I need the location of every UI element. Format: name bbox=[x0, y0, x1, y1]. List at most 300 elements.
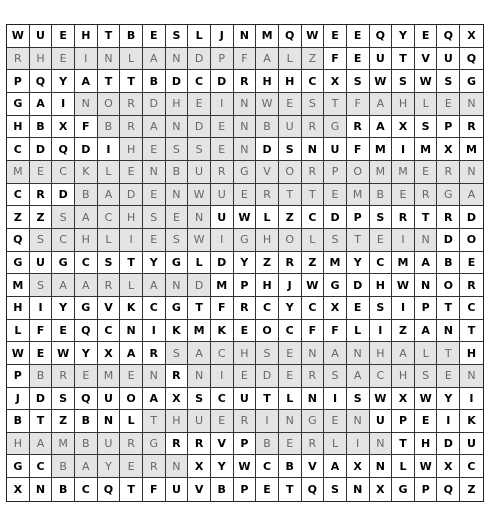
letter-cell[interactable]: N bbox=[143, 365, 166, 388]
letter-cell[interactable]: R bbox=[460, 116, 483, 139]
letter-cell[interactable]: N bbox=[347, 342, 370, 365]
letter-cell[interactable]: I bbox=[370, 320, 393, 343]
letter-cell[interactable]: H bbox=[166, 93, 189, 116]
letter-cell[interactable]: G bbox=[52, 252, 75, 275]
letter-cell[interactable]: Y bbox=[75, 342, 98, 365]
letter-cell[interactable]: D bbox=[143, 93, 166, 116]
letter-cell[interactable]: H bbox=[120, 138, 143, 161]
letter-cell[interactable]: R bbox=[302, 365, 325, 388]
letter-cell[interactable]: X bbox=[166, 388, 189, 411]
letter-cell[interactable]: U bbox=[98, 388, 121, 411]
letter-cell[interactable]: R bbox=[52, 365, 75, 388]
letter-cell[interactable]: G bbox=[7, 455, 30, 478]
letter-cell[interactable]: W bbox=[188, 184, 211, 207]
letter-cell[interactable]: R bbox=[234, 410, 257, 433]
letter-cell[interactable]: K bbox=[75, 161, 98, 184]
letter-cell[interactable]: H bbox=[120, 206, 143, 229]
letter-cell[interactable]: A bbox=[188, 342, 211, 365]
letter-cell[interactable]: R bbox=[30, 184, 53, 207]
letter-cell[interactable]: Q bbox=[370, 25, 393, 48]
letter-cell[interactable]: R bbox=[302, 433, 325, 456]
letter-cell[interactable]: N bbox=[460, 365, 483, 388]
letter-cell[interactable]: C bbox=[188, 70, 211, 93]
letter-cell[interactable]: F bbox=[347, 93, 370, 116]
letter-cell[interactable]: A bbox=[120, 342, 143, 365]
letter-cell[interactable]: X bbox=[437, 455, 460, 478]
letter-cell[interactable]: K bbox=[120, 297, 143, 320]
letter-cell[interactable]: T bbox=[120, 478, 143, 501]
letter-cell[interactable]: E bbox=[234, 365, 257, 388]
letter-cell[interactable]: P bbox=[347, 206, 370, 229]
letter-cell[interactable]: R bbox=[347, 116, 370, 139]
letter-cell[interactable]: V bbox=[188, 478, 211, 501]
letter-cell[interactable]: S bbox=[302, 93, 325, 116]
letter-cell[interactable]: S bbox=[415, 365, 438, 388]
letter-cell[interactable]: B bbox=[279, 455, 302, 478]
letter-cell[interactable]: B bbox=[75, 433, 98, 456]
letter-cell[interactable]: W bbox=[392, 274, 415, 297]
letter-cell[interactable]: D bbox=[166, 70, 189, 93]
letter-cell[interactable]: G bbox=[7, 93, 30, 116]
letter-cell[interactable]: M bbox=[460, 138, 483, 161]
letter-cell[interactable]: G bbox=[437, 184, 460, 207]
letter-cell[interactable]: Q bbox=[75, 320, 98, 343]
letter-cell[interactable]: Q bbox=[98, 478, 121, 501]
letter-cell[interactable]: E bbox=[30, 161, 53, 184]
letter-cell[interactable]: H bbox=[166, 410, 189, 433]
letter-cell[interactable]: Q bbox=[437, 25, 460, 48]
letter-cell[interactable]: N bbox=[370, 455, 393, 478]
letter-cell[interactable]: H bbox=[234, 342, 257, 365]
letter-cell[interactable]: S bbox=[143, 206, 166, 229]
letter-cell[interactable]: A bbox=[460, 184, 483, 207]
letter-cell[interactable]: W bbox=[234, 455, 257, 478]
letter-cell[interactable]: N bbox=[234, 93, 257, 116]
letter-cell[interactable]: N bbox=[98, 410, 121, 433]
letter-cell[interactable]: N bbox=[75, 93, 98, 116]
letter-cell[interactable]: A bbox=[256, 48, 279, 71]
letter-cell[interactable]: Z bbox=[302, 48, 325, 71]
letter-cell[interactable]: I bbox=[347, 433, 370, 456]
letter-cell[interactable]: F bbox=[143, 478, 166, 501]
letter-cell[interactable]: U bbox=[211, 206, 234, 229]
letter-cell[interactable]: E bbox=[460, 252, 483, 275]
letter-cell[interactable]: C bbox=[52, 161, 75, 184]
letter-cell[interactable]: S bbox=[370, 206, 393, 229]
letter-cell[interactable]: P bbox=[234, 274, 257, 297]
letter-cell[interactable]: N bbox=[188, 206, 211, 229]
letter-cell[interactable]: Y bbox=[143, 252, 166, 275]
letter-cell[interactable]: T bbox=[279, 184, 302, 207]
letter-cell[interactable]: S bbox=[52, 206, 75, 229]
letter-cell[interactable]: N bbox=[166, 48, 189, 71]
letter-cell[interactable]: D bbox=[211, 252, 234, 275]
letter-cell[interactable]: N bbox=[302, 342, 325, 365]
letter-cell[interactable]: G bbox=[324, 274, 347, 297]
letter-cell[interactable]: I bbox=[30, 297, 53, 320]
letter-cell[interactable]: C bbox=[211, 342, 234, 365]
letter-cell[interactable]: F bbox=[347, 138, 370, 161]
letter-cell[interactable]: H bbox=[7, 116, 30, 139]
letter-cell[interactable]: U bbox=[211, 184, 234, 207]
letter-cell[interactable]: H bbox=[7, 297, 30, 320]
letter-cell[interactable]: E bbox=[52, 48, 75, 71]
letter-cell[interactable]: E bbox=[120, 365, 143, 388]
letter-cell[interactable]: E bbox=[437, 93, 460, 116]
letter-cell[interactable]: O bbox=[437, 274, 460, 297]
letter-cell[interactable]: W bbox=[370, 70, 393, 93]
letter-cell[interactable]: E bbox=[279, 93, 302, 116]
letter-cell[interactable]: H bbox=[256, 274, 279, 297]
letter-cell[interactable]: I bbox=[392, 229, 415, 252]
letter-cell[interactable]: M bbox=[188, 320, 211, 343]
letter-cell[interactable]: D bbox=[437, 229, 460, 252]
letter-cell[interactable]: H bbox=[392, 365, 415, 388]
letter-cell[interactable]: V bbox=[98, 297, 121, 320]
letter-cell[interactable]: U bbox=[460, 433, 483, 456]
letter-cell[interactable]: C bbox=[30, 455, 53, 478]
letter-cell[interactable]: I bbox=[98, 138, 121, 161]
letter-cell[interactable]: M bbox=[211, 274, 234, 297]
letter-cell[interactable]: D bbox=[211, 70, 234, 93]
letter-cell[interactable]: H bbox=[460, 342, 483, 365]
letter-cell[interactable]: Z bbox=[392, 320, 415, 343]
letter-cell[interactable]: S bbox=[279, 138, 302, 161]
letter-cell[interactable]: E bbox=[324, 184, 347, 207]
letter-cell[interactable]: Y bbox=[279, 297, 302, 320]
letter-cell[interactable]: L bbox=[98, 161, 121, 184]
letter-cell[interactable]: D bbox=[460, 206, 483, 229]
letter-cell[interactable]: Y bbox=[52, 297, 75, 320]
letter-cell[interactable]: E bbox=[279, 433, 302, 456]
letter-cell[interactable]: C bbox=[370, 252, 393, 275]
letter-cell[interactable]: S bbox=[347, 388, 370, 411]
letter-cell[interactable]: T bbox=[347, 229, 370, 252]
letter-cell[interactable]: U bbox=[370, 48, 393, 71]
letter-cell[interactable]: H bbox=[392, 93, 415, 116]
letter-cell[interactable]: E bbox=[324, 410, 347, 433]
letter-cell[interactable]: I bbox=[211, 229, 234, 252]
letter-cell[interactable]: C bbox=[302, 206, 325, 229]
letter-cell[interactable]: U bbox=[234, 388, 257, 411]
letter-cell[interactable]: E bbox=[75, 365, 98, 388]
letter-cell[interactable]: C bbox=[302, 297, 325, 320]
letter-cell[interactable]: M bbox=[392, 252, 415, 275]
letter-cell[interactable]: N bbox=[234, 138, 257, 161]
letter-cell[interactable]: P bbox=[415, 297, 438, 320]
letter-cell[interactable]: I bbox=[211, 365, 234, 388]
letter-cell[interactable]: I bbox=[392, 138, 415, 161]
letter-cell[interactable]: B bbox=[256, 433, 279, 456]
letter-cell[interactable]: E bbox=[415, 161, 438, 184]
letter-cell[interactable]: N bbox=[166, 274, 189, 297]
letter-cell[interactable]: A bbox=[75, 274, 98, 297]
letter-cell[interactable]: D bbox=[188, 116, 211, 139]
letter-cell[interactable]: R bbox=[460, 274, 483, 297]
letter-cell[interactable]: A bbox=[75, 206, 98, 229]
letter-cell[interactable]: C bbox=[279, 320, 302, 343]
letter-cell[interactable]: E bbox=[30, 342, 53, 365]
letter-cell[interactable]: M bbox=[52, 433, 75, 456]
letter-cell[interactable]: D bbox=[120, 184, 143, 207]
letter-cell[interactable]: A bbox=[52, 274, 75, 297]
letter-cell[interactable]: R bbox=[437, 161, 460, 184]
letter-cell[interactable]: Z bbox=[30, 206, 53, 229]
letter-cell[interactable]: T bbox=[30, 410, 53, 433]
letter-cell[interactable]: A bbox=[98, 184, 121, 207]
letter-cell[interactable]: L bbox=[279, 48, 302, 71]
letter-cell[interactable]: T bbox=[188, 297, 211, 320]
letter-cell[interactable]: Y bbox=[437, 388, 460, 411]
letter-cell[interactable]: C bbox=[98, 206, 121, 229]
letter-cell[interactable]: E bbox=[188, 93, 211, 116]
letter-cell[interactable]: Z bbox=[460, 478, 483, 501]
letter-cell[interactable]: I bbox=[256, 410, 279, 433]
letter-cell[interactable]: L bbox=[256, 206, 279, 229]
letter-cell[interactable]: N bbox=[370, 433, 393, 456]
letter-cell[interactable]: W bbox=[302, 274, 325, 297]
letter-cell[interactable]: N bbox=[30, 478, 53, 501]
letter-cell[interactable]: S bbox=[324, 478, 347, 501]
letter-cell[interactable]: S bbox=[392, 70, 415, 93]
letter-cell[interactable]: F bbox=[302, 320, 325, 343]
letter-cell[interactable]: A bbox=[392, 342, 415, 365]
letter-cell[interactable]: T bbox=[143, 410, 166, 433]
letter-cell[interactable]: E bbox=[415, 25, 438, 48]
letter-cell[interactable]: E bbox=[211, 116, 234, 139]
letter-cell[interactable]: R bbox=[415, 184, 438, 207]
letter-cell[interactable]: N bbox=[188, 365, 211, 388]
letter-cell[interactable]: E bbox=[347, 297, 370, 320]
letter-cell[interactable]: A bbox=[324, 455, 347, 478]
letter-cell[interactable]: I bbox=[392, 297, 415, 320]
letter-cell[interactable]: L bbox=[347, 320, 370, 343]
letter-cell[interactable]: G bbox=[234, 161, 257, 184]
letter-cell[interactable]: W bbox=[415, 388, 438, 411]
letter-cell[interactable]: G bbox=[324, 116, 347, 139]
letter-cell[interactable]: C bbox=[302, 70, 325, 93]
letter-cell[interactable]: T bbox=[392, 48, 415, 71]
letter-cell[interactable]: T bbox=[256, 388, 279, 411]
letter-cell[interactable]: G bbox=[75, 297, 98, 320]
letter-cell[interactable]: M bbox=[370, 161, 393, 184]
letter-cell[interactable]: E bbox=[166, 206, 189, 229]
letter-cell[interactable]: V bbox=[256, 161, 279, 184]
letter-cell[interactable]: U bbox=[30, 252, 53, 275]
letter-cell[interactable]: E bbox=[415, 410, 438, 433]
letter-cell[interactable]: C bbox=[7, 184, 30, 207]
letter-cell[interactable]: U bbox=[166, 478, 189, 501]
letter-cell[interactable]: T bbox=[279, 478, 302, 501]
letter-cell[interactable]: W bbox=[415, 70, 438, 93]
letter-cell[interactable]: C bbox=[7, 138, 30, 161]
letter-cell[interactable]: W bbox=[234, 206, 257, 229]
letter-cell[interactable]: G bbox=[234, 229, 257, 252]
letter-cell[interactable]: E bbox=[143, 229, 166, 252]
letter-cell[interactable]: R bbox=[120, 93, 143, 116]
letter-cell[interactable]: S bbox=[166, 138, 189, 161]
letter-cell[interactable]: T bbox=[324, 93, 347, 116]
letter-cell[interactable]: E bbox=[279, 365, 302, 388]
letter-cell[interactable]: T bbox=[415, 206, 438, 229]
letter-cell[interactable]: E bbox=[347, 48, 370, 71]
letter-cell[interactable]: Q bbox=[52, 138, 75, 161]
letter-cell[interactable]: I bbox=[120, 229, 143, 252]
letter-cell[interactable]: L bbox=[302, 229, 325, 252]
letter-cell[interactable]: B bbox=[75, 184, 98, 207]
letter-cell[interactable]: M bbox=[7, 274, 30, 297]
letter-cell[interactable]: E bbox=[211, 138, 234, 161]
letter-cell[interactable]: E bbox=[211, 410, 234, 433]
letter-cell[interactable]: V bbox=[211, 433, 234, 456]
letter-cell[interactable]: Z bbox=[302, 252, 325, 275]
letter-cell[interactable]: P bbox=[234, 478, 257, 501]
letter-cell[interactable]: N bbox=[166, 455, 189, 478]
letter-cell[interactable]: A bbox=[347, 365, 370, 388]
letter-cell[interactable]: C bbox=[211, 388, 234, 411]
letter-cell[interactable]: B bbox=[256, 116, 279, 139]
letter-cell[interactable]: X bbox=[460, 25, 483, 48]
letter-cell[interactable]: M bbox=[347, 184, 370, 207]
letter-cell[interactable]: L bbox=[188, 252, 211, 275]
letter-cell[interactable]: S bbox=[98, 252, 121, 275]
letter-cell[interactable]: B bbox=[98, 116, 121, 139]
letter-cell[interactable]: H bbox=[370, 342, 393, 365]
letter-cell[interactable]: W bbox=[302, 25, 325, 48]
letter-cell[interactable]: H bbox=[256, 229, 279, 252]
letter-cell[interactable]: N bbox=[234, 116, 257, 139]
letter-cell[interactable]: L bbox=[415, 93, 438, 116]
letter-cell[interactable]: K bbox=[166, 320, 189, 343]
letter-cell[interactable]: G bbox=[460, 70, 483, 93]
letter-cell[interactable]: N bbox=[460, 161, 483, 184]
letter-cell[interactable]: I bbox=[211, 93, 234, 116]
letter-cell[interactable]: J bbox=[211, 25, 234, 48]
letter-cell[interactable]: I bbox=[437, 410, 460, 433]
letter-cell[interactable]: R bbox=[302, 161, 325, 184]
letter-cell[interactable]: B bbox=[30, 365, 53, 388]
letter-cell[interactable]: A bbox=[30, 433, 53, 456]
letter-cell[interactable]: R bbox=[120, 433, 143, 456]
letter-cell[interactable]: T bbox=[98, 25, 121, 48]
letter-cell[interactable]: B bbox=[30, 116, 53, 139]
letter-cell[interactable]: P bbox=[234, 433, 257, 456]
letter-cell[interactable]: I bbox=[143, 320, 166, 343]
letter-cell[interactable]: O bbox=[347, 161, 370, 184]
letter-cell[interactable]: M bbox=[392, 161, 415, 184]
letter-cell[interactable]: C bbox=[460, 455, 483, 478]
letter-cell[interactable]: B bbox=[52, 455, 75, 478]
letter-cell[interactable]: U bbox=[98, 433, 121, 456]
letter-cell[interactable]: G bbox=[143, 433, 166, 456]
letter-cell[interactable]: E bbox=[324, 25, 347, 48]
letter-cell[interactable]: L bbox=[188, 25, 211, 48]
letter-cell[interactable]: A bbox=[143, 274, 166, 297]
letter-cell[interactable]: C bbox=[98, 320, 121, 343]
letter-cell[interactable]: I bbox=[324, 388, 347, 411]
letter-cell[interactable]: L bbox=[120, 48, 143, 71]
letter-cell[interactable]: C bbox=[75, 478, 98, 501]
letter-cell[interactable]: Y bbox=[211, 455, 234, 478]
letter-cell[interactable]: D bbox=[256, 365, 279, 388]
letter-cell[interactable]: R bbox=[234, 70, 257, 93]
letter-cell[interactable]: R bbox=[166, 365, 189, 388]
letter-cell[interactable]: S bbox=[166, 25, 189, 48]
letter-cell[interactable]: B bbox=[437, 252, 460, 275]
letter-cell[interactable]: D bbox=[188, 274, 211, 297]
letter-cell[interactable]: O bbox=[98, 93, 121, 116]
letter-cell[interactable]: W bbox=[188, 229, 211, 252]
letter-cell[interactable]: A bbox=[415, 252, 438, 275]
letter-cell[interactable]: N bbox=[460, 93, 483, 116]
letter-cell[interactable]: N bbox=[415, 229, 438, 252]
letter-cell[interactable]: T bbox=[437, 342, 460, 365]
letter-cell[interactable]: O bbox=[460, 229, 483, 252]
letter-cell[interactable]: J bbox=[7, 388, 30, 411]
letter-cell[interactable]: R bbox=[7, 48, 30, 71]
letter-cell[interactable]: R bbox=[120, 116, 143, 139]
letter-cell[interactable]: Y bbox=[392, 25, 415, 48]
letter-cell[interactable]: Q bbox=[75, 388, 98, 411]
letter-cell[interactable]: H bbox=[256, 70, 279, 93]
letter-cell[interactable]: S bbox=[437, 70, 460, 93]
letter-cell[interactable]: O bbox=[279, 229, 302, 252]
letter-cell[interactable]: A bbox=[75, 70, 98, 93]
letter-cell[interactable]: Y bbox=[52, 70, 75, 93]
letter-cell[interactable]: N bbox=[347, 410, 370, 433]
letter-cell[interactable]: X bbox=[7, 478, 30, 501]
letter-cell[interactable]: P bbox=[437, 116, 460, 139]
letter-cell[interactable]: C bbox=[370, 365, 393, 388]
letter-cell[interactable]: R bbox=[234, 297, 257, 320]
letter-cell[interactable]: R bbox=[392, 206, 415, 229]
letter-cell[interactable]: E bbox=[52, 320, 75, 343]
letter-cell[interactable]: C bbox=[256, 297, 279, 320]
letter-cell[interactable]: G bbox=[392, 478, 415, 501]
letter-cell[interactable]: C bbox=[256, 455, 279, 478]
letter-cell[interactable]: X bbox=[392, 388, 415, 411]
letter-cell[interactable]: E bbox=[256, 478, 279, 501]
letter-cell[interactable]: X bbox=[52, 116, 75, 139]
letter-cell[interactable]: X bbox=[437, 138, 460, 161]
letter-cell[interactable]: I bbox=[75, 48, 98, 71]
letter-cell[interactable]: F bbox=[324, 48, 347, 71]
letter-cell[interactable]: T bbox=[437, 297, 460, 320]
letter-cell[interactable]: X bbox=[347, 455, 370, 478]
letter-cell[interactable]: G bbox=[7, 252, 30, 275]
letter-cell[interactable]: S bbox=[256, 342, 279, 365]
letter-cell[interactable]: E bbox=[234, 184, 257, 207]
letter-cell[interactable]: D bbox=[188, 48, 211, 71]
letter-cell[interactable]: E bbox=[143, 25, 166, 48]
letter-cell[interactable]: L bbox=[415, 342, 438, 365]
letter-cell[interactable]: R bbox=[437, 206, 460, 229]
letter-cell[interactable]: X bbox=[188, 455, 211, 478]
letter-cell[interactable]: L bbox=[98, 229, 121, 252]
letter-cell[interactable]: R bbox=[279, 252, 302, 275]
letter-cell[interactable]: P bbox=[7, 70, 30, 93]
letter-cell[interactable]: S bbox=[166, 342, 189, 365]
letter-cell[interactable]: A bbox=[324, 342, 347, 365]
letter-cell[interactable]: S bbox=[347, 70, 370, 93]
letter-cell[interactable]: O bbox=[120, 388, 143, 411]
letter-cell[interactable]: D bbox=[75, 138, 98, 161]
letter-cell[interactable]: R bbox=[98, 274, 121, 297]
letter-cell[interactable]: N bbox=[120, 320, 143, 343]
letter-cell[interactable]: R bbox=[143, 455, 166, 478]
letter-cell[interactable]: L bbox=[279, 388, 302, 411]
letter-cell[interactable]: N bbox=[302, 388, 325, 411]
